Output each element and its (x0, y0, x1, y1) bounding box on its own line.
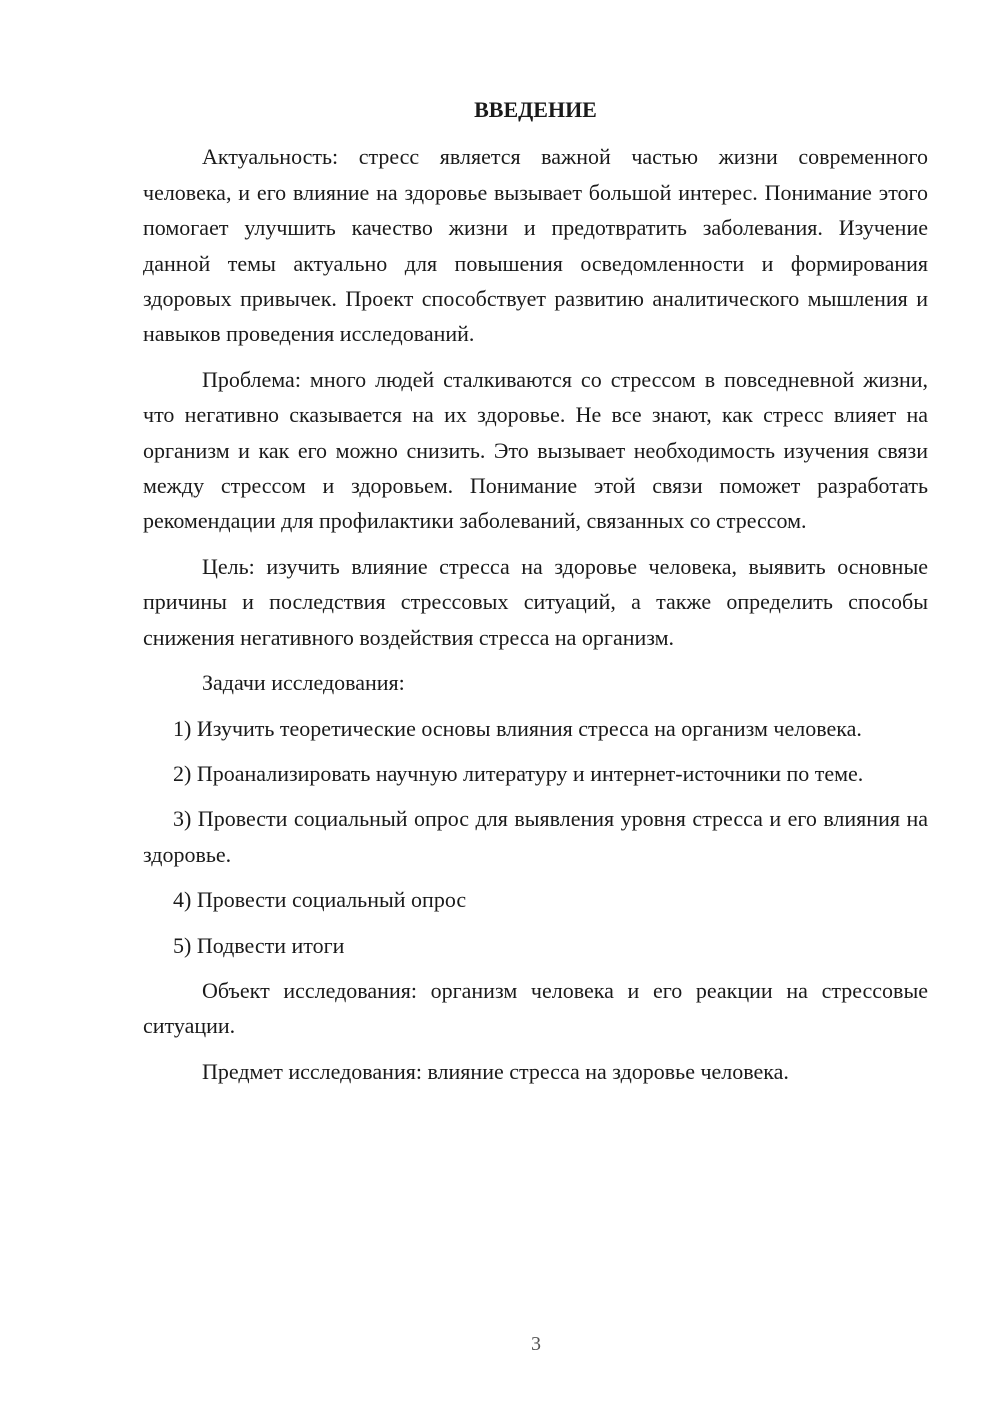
relevance-paragraph: Актуальность: стресс является важной частью жизни современного человека, и его влияние на здоровье вызывает большой интерес. Понимание этого помогает улучшить качество жизни и предотвратить заболевания. Изучение данной темы актуально для повышения осведомленности и формирования здоровых привычек. Проект способствует развитию аналитического мышления и навыков проведения исследований. (143, 144, 928, 347)
research-object-paragraph: Объект исследования: организм человека и его реакции на стрессовые ситуации. (143, 977, 928, 1039)
problem-paragraph: Проблема: много людей сталкиваются со стрессом в повседневной жизни, что негативно сказывается на их здоровье. Не все знают, как стресс влияет на организм и как его можно снизить. Это вызывает необходимость изучения связи между стрессом и здоровьем. Понимание этой связи поможет разработать рекомендации для профилактики заболеваний, связанных со стрессом. (143, 366, 928, 534)
task-item: 1) Изучить теоретические основы влияния стресса на организм человека. (173, 715, 862, 741)
goal-paragraph: Цель: изучить влияние стресса на здоровье человека, выявить основные причины и последствия стрессовых ситуаций, а также определить способы снижения негативного воздействия стресса на организм. (143, 553, 928, 650)
research-subject-paragraph: Предмет исследования: влияние стресса на здоровье человека. (202, 1058, 789, 1084)
task-item: 2) Проанализировать научную литературу и интернет-источники по теме. (173, 760, 864, 786)
tasks-intro: Задачи исследования: (202, 670, 405, 696)
page-number: 3 (531, 1333, 541, 1355)
task-item: 4) Провести социальный опрос (173, 887, 467, 913)
document-body (143, 92, 928, 1099)
task-item: 3) Провести социальный опрос для выявления уровня стресса и его влияния на здоровье. (143, 806, 928, 867)
task-item: 5) Подвести итоги (173, 932, 345, 958)
page-title: ВВЕДЕНИЕ (474, 97, 597, 122)
